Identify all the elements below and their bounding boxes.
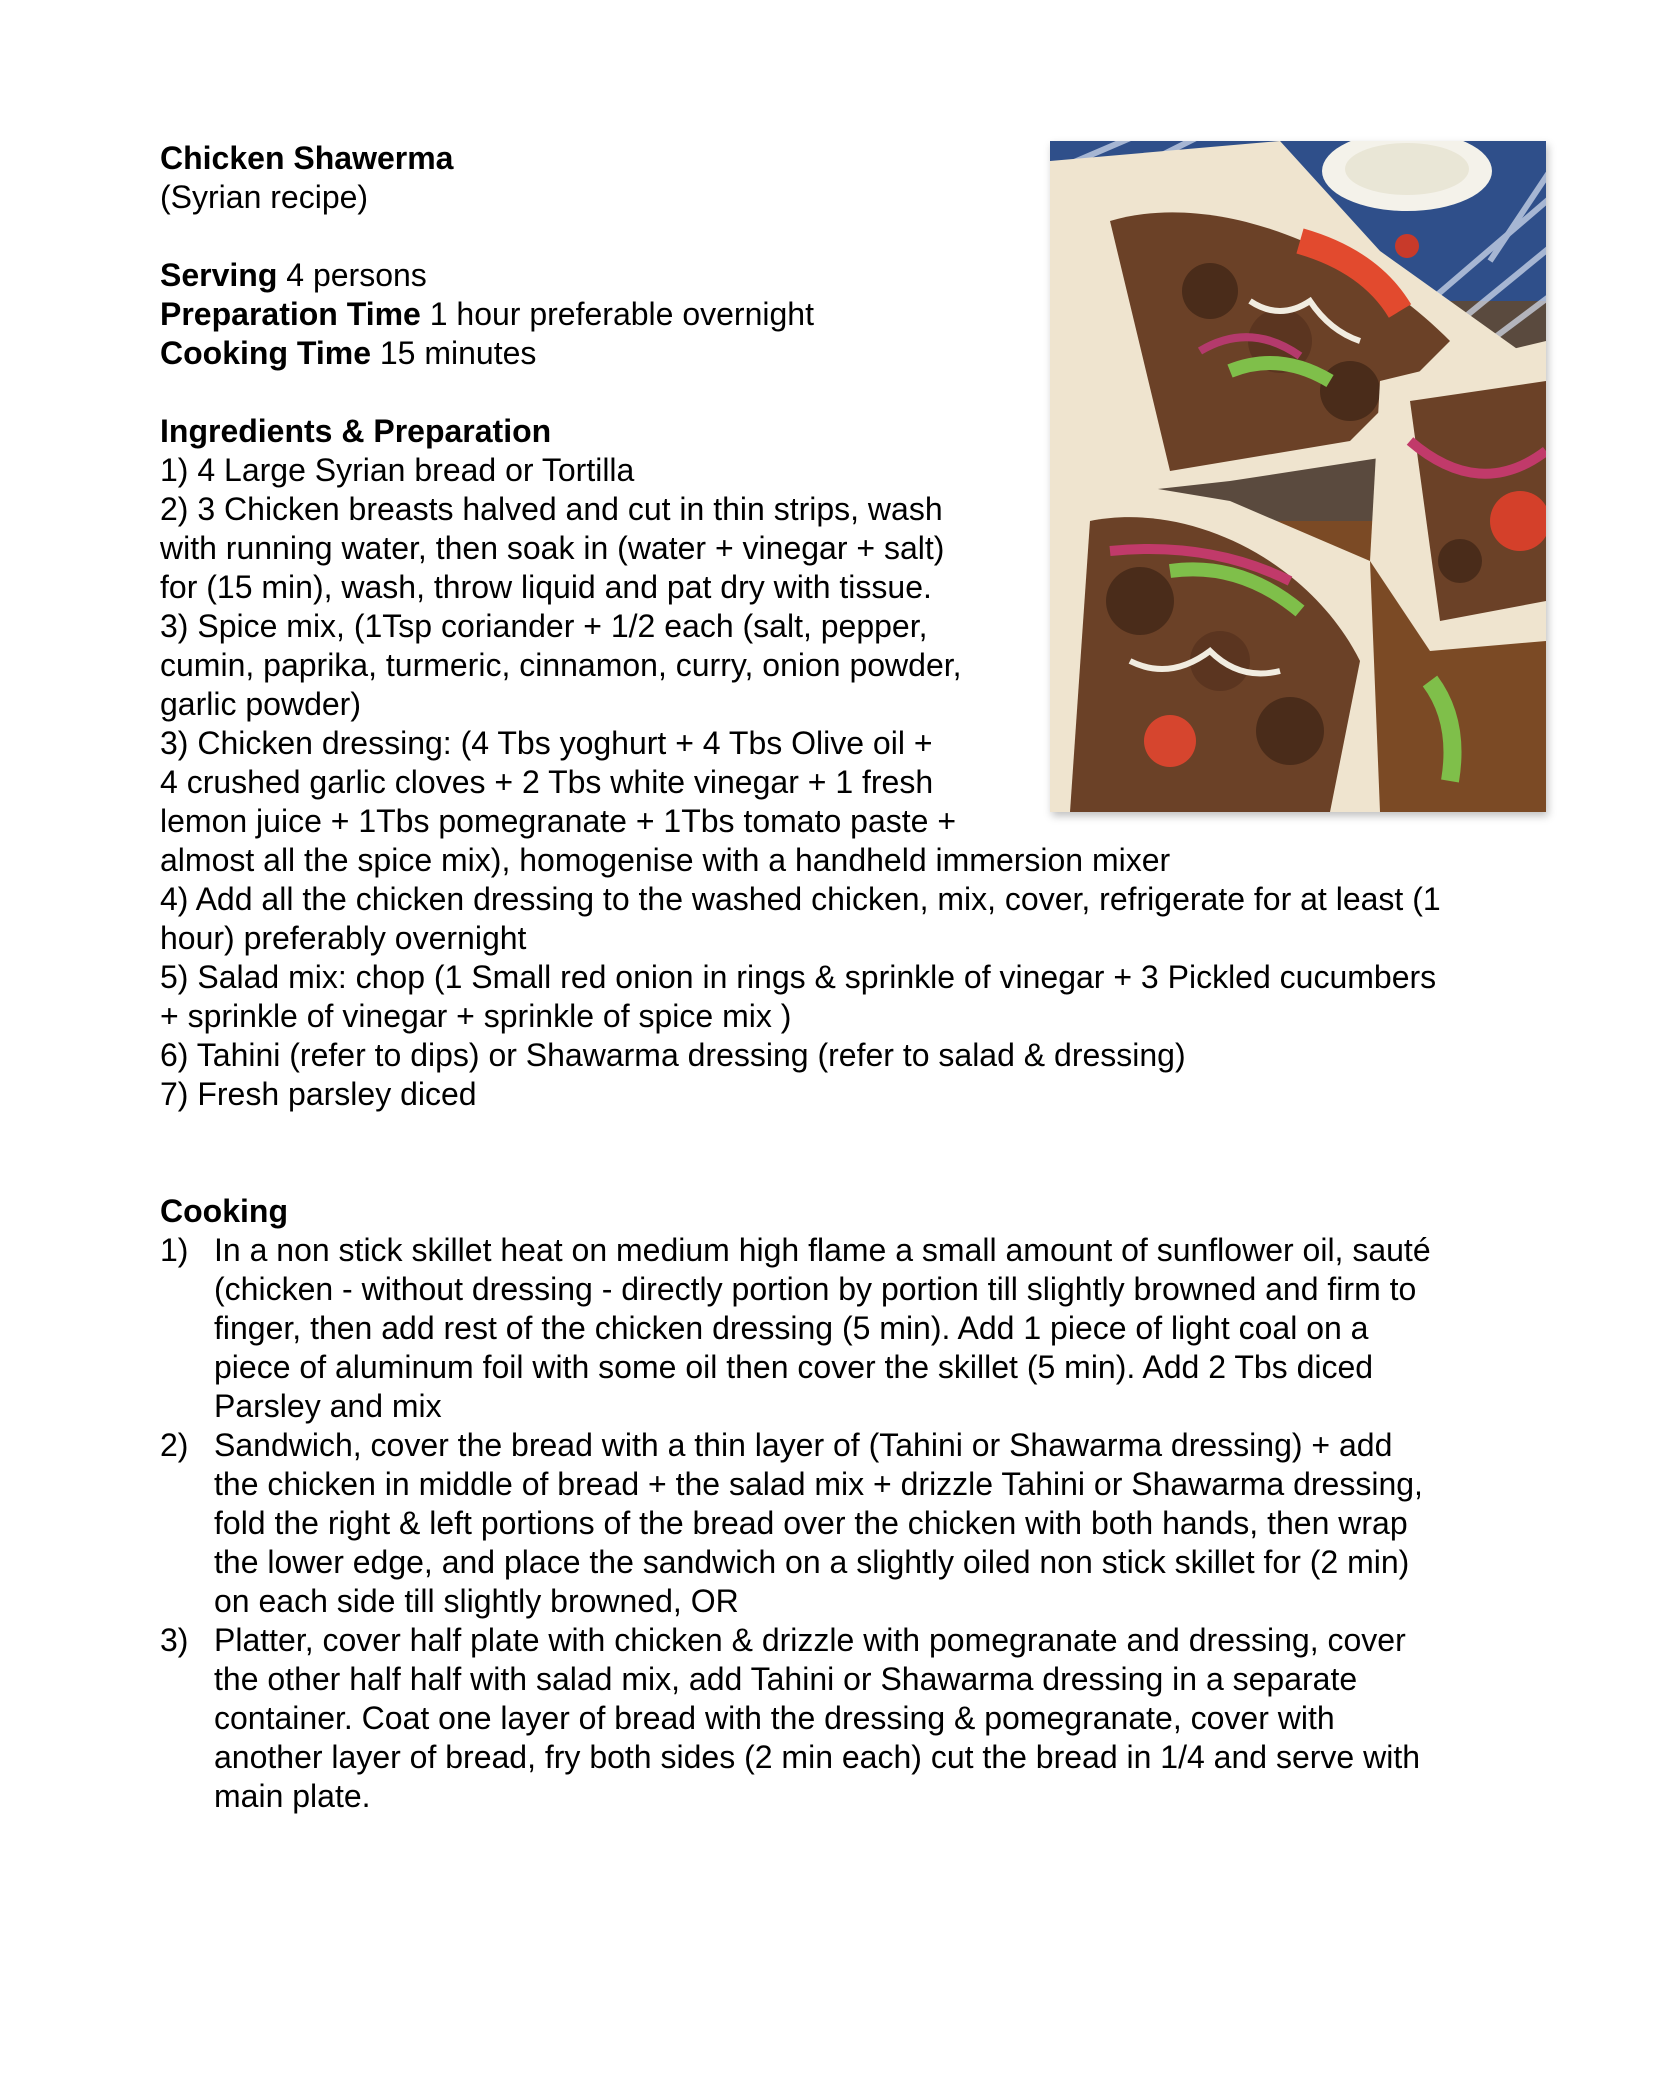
- ingredient-line: with running water, then soak in (water + vinegar + salt): [160, 530, 945, 566]
- step-line: finger, then add rest of the chicken dressing (5 min). Add 1 piece of light coal on a: [214, 1310, 1369, 1346]
- step-line: the chicken in middle of bread + the salad mix + drizzle Tahini or Shawarma dressing,: [214, 1466, 1423, 1502]
- step-line: In a non stick skillet heat on medium high flame a small amount of sunflower oil, sauté: [214, 1232, 1431, 1268]
- step-line: container. Coat one layer of bread with the dressing & pomegranate, cover with: [214, 1700, 1335, 1736]
- ingredient-line: 4 crushed garlic cloves + 2 Tbs white vinegar + 1 fresh: [160, 764, 934, 800]
- prep-time-value: 1 hour preferable overnight: [420, 296, 814, 332]
- step-line: the other half half with salad mix, add Tahini or Shawarma dressing in a separate: [214, 1661, 1358, 1697]
- ingredient-line: for (15 min), wash, throw liquid and pat dry with tissue.: [160, 569, 932, 605]
- step-number: 1): [160, 1232, 189, 1268]
- ingredient-line: hour) preferably overnight: [160, 920, 527, 956]
- ingredient-line: 3) Spice mix, (1Tsp coriander + 1/2 each (salt, pepper,: [160, 608, 928, 644]
- recipe-text: [160, 139, 1520, 1816]
- step-line: main plate.: [214, 1778, 371, 1814]
- ingredient-line: cumin, paprika, turmeric, cinnamon, curry, onion powder,: [160, 647, 962, 683]
- ingredient-line: 7) Fresh parsley diced: [160, 1076, 477, 1112]
- ingredient-line: 1) 4 Large Syrian bread or Tortilla: [160, 452, 635, 488]
- cook-time-value: 15 minutes: [370, 335, 537, 371]
- ingredient-line: 2) 3 Chicken breasts halved and cut in thin strips, wash: [160, 491, 943, 527]
- ingredient-line: lemon juice + 1Tbs pomegranate + 1Tbs tomato paste +: [160, 803, 957, 839]
- step-number: 3): [160, 1622, 189, 1658]
- cooking-step-2: [160, 1426, 1520, 1621]
- serving-row: [160, 256, 1520, 295]
- cooking-step-3: [160, 1621, 1520, 1816]
- ingredient-line: 6) Tahini (refer to dips) or Shawarma dressing (refer to salad & dressing): [160, 1037, 1186, 1073]
- serving-value: 4 persons: [277, 257, 427, 293]
- ingredient-line: garlic powder): [160, 686, 361, 722]
- step-line: (chicken - without dressing - directly portion by portion till slightly browned and firm to: [214, 1271, 1417, 1307]
- ingredient-line: + sprinkle of vinegar + sprinkle of spice mix ): [160, 998, 792, 1034]
- ingredients-heading: Ingredients & Preparation: [160, 413, 552, 449]
- cooking-step-1: [160, 1231, 1520, 1426]
- recipe-title: Chicken Shawerma: [160, 140, 454, 176]
- prep-time-row: [160, 295, 1520, 334]
- step-text: [214, 1426, 1520, 1621]
- step-text: [214, 1621, 1520, 1816]
- step-line: on each side till slightly browned, OR: [214, 1583, 739, 1619]
- step-line: piece of aluminum foil with some oil then cover the skillet (5 min). Add 2 Tbs diced: [214, 1349, 1374, 1385]
- step-text: [214, 1231, 1520, 1426]
- cooking-steps: [160, 1231, 1520, 1816]
- cooking-heading: Cooking: [160, 1193, 288, 1229]
- ingredient-line: 4) Add all the chicken dressing to the washed chicken, mix, cover, refrigerate for at least (1: [160, 881, 1441, 917]
- serving-label: Serving: [160, 257, 278, 293]
- cook-time-label: Cooking Time: [160, 335, 371, 371]
- cook-time-row: [160, 334, 1520, 373]
- recipe-subtitle: (Syrian recipe): [160, 179, 369, 215]
- ingredient-line: 3) Chicken dressing: (4 Tbs yoghurt + 4 Tbs Olive oil +: [160, 725, 933, 761]
- step-line: fold the right & left portions of the bread over the chicken with both hands, then wrap: [214, 1505, 1408, 1541]
- step-line: Sandwich, cover the bread with a thin layer of (Tahini or Shawarma dressing) + add: [214, 1427, 1393, 1463]
- step-line: Parsley and mix: [214, 1388, 442, 1424]
- prep-time-label: Preparation Time: [160, 296, 421, 332]
- step-line: the lower edge, and place the sandwich on a slightly oiled non stick skillet for (2 min): [214, 1544, 1410, 1580]
- step-line: Platter, cover half plate with chicken & drizzle with pomegranate and dressing, cover: [214, 1622, 1406, 1658]
- ingredient-line: almost all the spice mix), homogenise with a handheld immersion mixer: [160, 842, 1171, 878]
- ingredients-list: [160, 451, 1520, 1114]
- step-number: 2): [160, 1427, 189, 1463]
- ingredient-line: 5) Salad mix: chop (1 Small red onion in rings & sprinkle of vinegar + 3 Pickled cucumbers: [160, 959, 1437, 995]
- step-line: another layer of bread, fry both sides (2 min each) cut the bread in 1/4 and serve with: [214, 1739, 1420, 1775]
